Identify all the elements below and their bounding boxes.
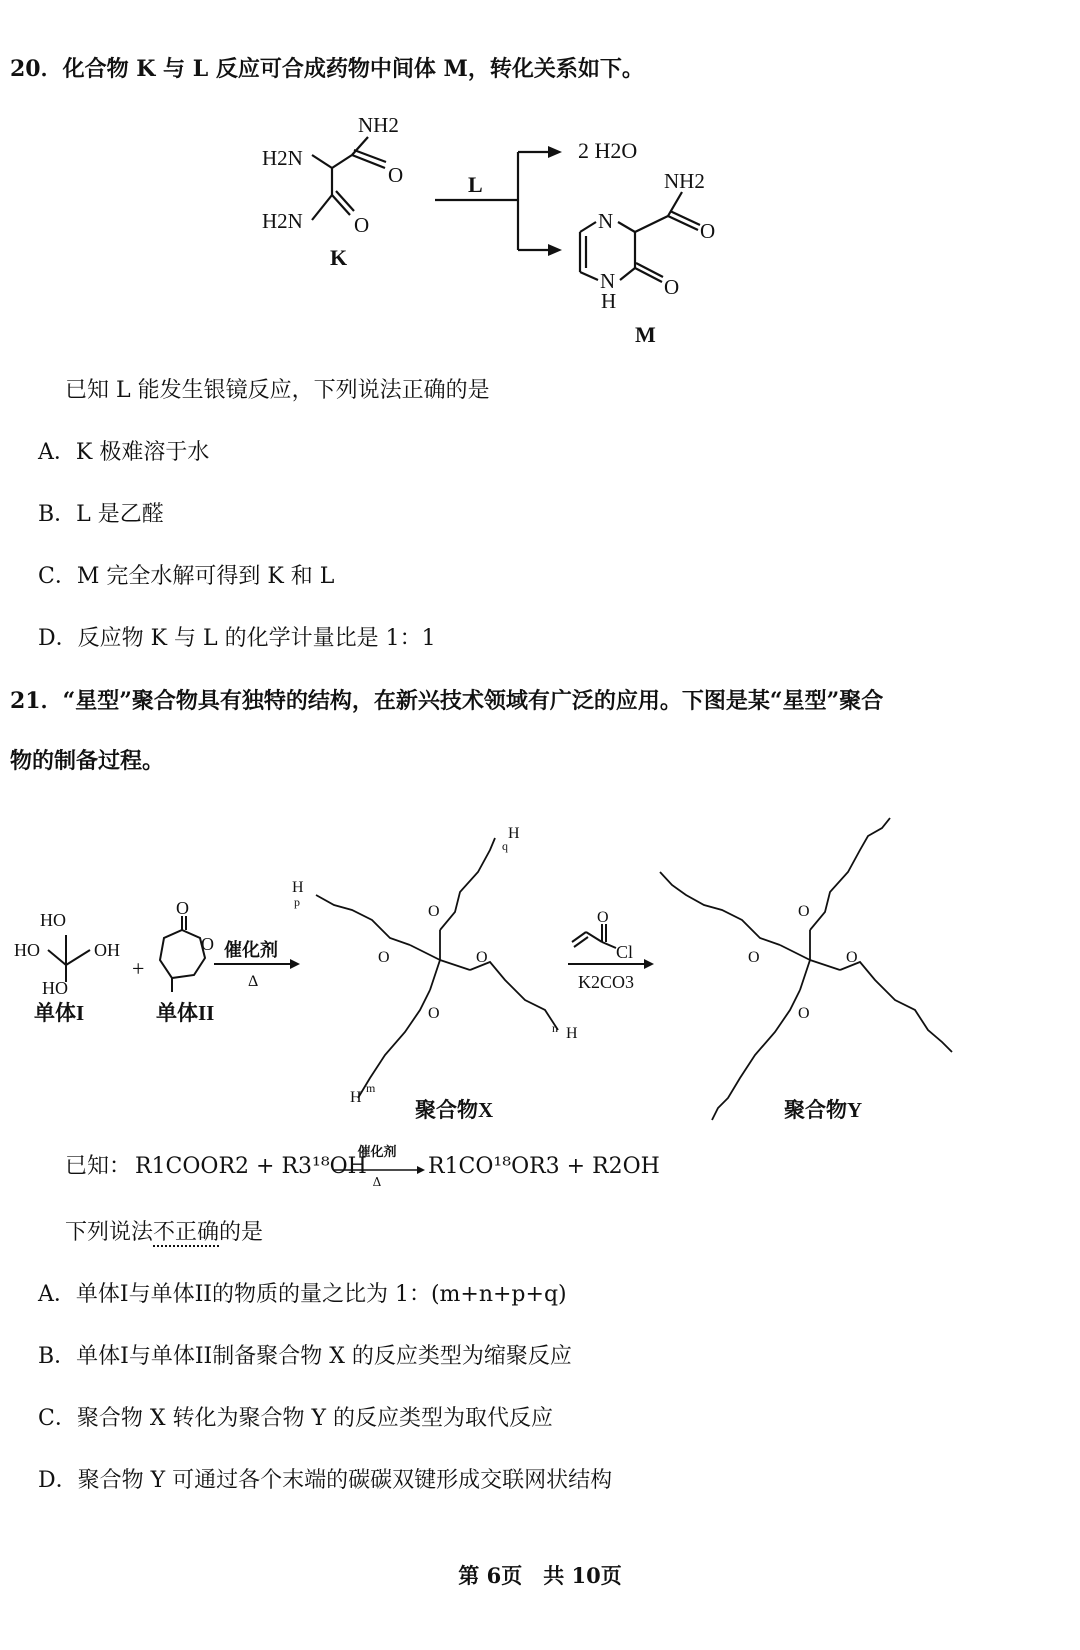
K-label: K: [330, 245, 348, 270]
M-nh-h: H: [601, 289, 617, 313]
q21-stem-line1: 21．“星型”聚合物具有独特的结构，在新兴技术领域有广泛的应用。下图是某“星型”聚合: [10, 688, 884, 714]
q20-option-b: B．L 是乙醛: [38, 502, 164, 527]
q21-option-d: D．聚合物 Y 可通过各个末端的碳碳双键形成交联网状结构: [38, 1468, 613, 1493]
q21-known-eq-left: R1COOR2 + R3¹⁸OH: [135, 1154, 367, 1179]
q21-known-prefix: 已知：: [65, 1154, 132, 1179]
q21-known-eq-catalyst: 催化剂: [357, 1145, 397, 1160]
polymer-x-h-left: H: [292, 879, 304, 896]
q21-option-c: C．聚合物 X 转化为聚合物 Y 的反应类型为取代反应: [38, 1406, 553, 1431]
M-nh-n: N: [600, 269, 616, 293]
reagent-o: O: [597, 909, 609, 926]
polymer-y-o-3: O: [846, 949, 858, 966]
polymer-x-h-bottom: H: [350, 1089, 362, 1106]
monomer-1-ho-top: HO: [40, 910, 66, 930]
reagent-arrowhead: [644, 959, 654, 969]
monomer-1-label: 单体I: [34, 1001, 85, 1025]
polymer-x-m: m: [366, 1081, 376, 1095]
K-o-1: O: [388, 163, 404, 187]
polymer-y-structure: [660, 818, 952, 1120]
q21-question-emphasis: 不正确: [153, 1220, 220, 1245]
polymer-x-p: p: [294, 895, 300, 909]
monomer-2-ring-o: O: [201, 934, 214, 954]
monomer-1-ho-left: HO: [14, 940, 40, 960]
K-h2n-1: H2N: [262, 146, 303, 170]
q21-question-after: 的是: [219, 1220, 264, 1245]
polymer-x-o-1: O: [428, 903, 440, 920]
q20-option-d: D．反应物 K 与 L 的化学计量比是 1：1: [38, 626, 436, 651]
monomer-1-ho-bottom: HO: [42, 978, 68, 998]
heat-label: Δ: [248, 973, 259, 990]
M-label: M: [635, 322, 656, 347]
q21-option-b: B．单体I与单体II制备聚合物 X 的反应类型为缩聚反应: [38, 1344, 572, 1369]
q21-polymer-diagram: [0, 810, 1080, 1130]
reaction-arrow: [435, 152, 548, 250]
q21-option-a: A．单体I与单体II的物质的量之比为 1：(m+n+p+q): [38, 1282, 567, 1307]
q21-question-before: 下列说法: [65, 1220, 154, 1245]
q21-stem-line2: 物的制备过程。: [10, 748, 165, 774]
polymer-x-q: q: [502, 839, 508, 853]
q20-reaction-diagram: [250, 100, 750, 360]
K-o-2: O: [354, 213, 370, 237]
polymer-y-o-4: O: [798, 1005, 810, 1022]
monomer-2-structure: [160, 916, 205, 992]
polymer-x-h-top: H: [508, 825, 520, 842]
q20-stem: 20．化合物 K 与 L 反应可合成药物中间体 M，转化关系如下。: [10, 56, 644, 82]
plus-sign: +: [132, 956, 145, 981]
monomer-1-structure: [48, 935, 90, 982]
M-o-amide: O: [700, 219, 716, 243]
polymer-x-o-3: O: [476, 949, 488, 966]
molecule-M: [580, 192, 700, 282]
monomer-2-label: 单体II: [156, 1001, 215, 1025]
catalyst-label: 催化剂: [224, 940, 278, 960]
polymer-x-structure: [316, 838, 558, 1098]
M-o-ring: O: [664, 275, 680, 299]
reagent-cl: Cl: [616, 942, 634, 962]
polymer-y-o-1: O: [798, 903, 810, 920]
polymer-x-h-right: H: [566, 1025, 578, 1042]
acryloyl-chloride-structure: [572, 924, 616, 948]
polymer-x-n: n: [552, 1021, 558, 1035]
M-n-top: N: [598, 209, 614, 233]
K-nh2-top: NH2: [358, 113, 399, 137]
q21-question: [65, 1218, 263, 1248]
catalyst-arrowhead: [290, 959, 300, 969]
polymer-x-o-4: O: [428, 1005, 440, 1022]
molecule-K: [312, 137, 386, 220]
K-h2n-2: H2N: [262, 209, 303, 233]
polymer-y-label: 聚合物Y: [784, 1098, 863, 1122]
polymer-y-o-2: O: [748, 949, 760, 966]
q20-option-c: C．M 完全水解可得到 K 和 L: [38, 564, 335, 589]
water-product: 2 H2O: [578, 138, 638, 163]
M-nh2: NH2: [664, 169, 705, 193]
reagent-base: K2CO3: [578, 972, 635, 992]
polymer-x-label: 聚合物X: [415, 1098, 494, 1122]
q21-known-eq-right: R1CO¹⁸OR3 + R2OH: [428, 1154, 660, 1179]
q21-known-eq-heat: Δ: [372, 1175, 382, 1189]
arrowhead-product: [548, 244, 562, 256]
arrowhead-water: [548, 146, 562, 158]
arrow-label-L: L: [468, 172, 483, 197]
page-footer: 第 6页 共 10页: [458, 1563, 622, 1588]
q20-known: 已知 L 能发生银镜反应，下列说法正确的是: [65, 378, 490, 403]
q20-option-a: A．K 极难溶于水: [38, 440, 210, 465]
monomer-2-carbonyl-o: O: [176, 898, 189, 918]
monomer-1-oh: OH: [94, 940, 120, 960]
polymer-x-o-2: O: [378, 949, 390, 966]
